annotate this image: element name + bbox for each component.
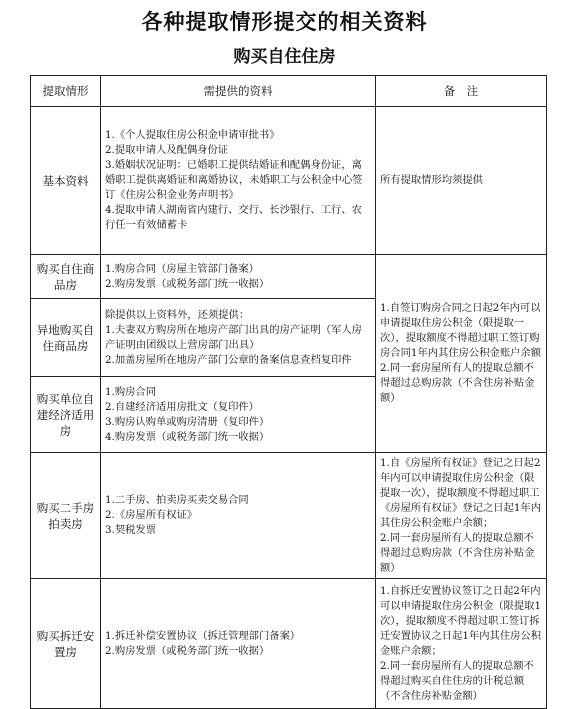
header-situation: 提取情形 [31,76,101,107]
material-item: 2.提取申请人及配偶身份证 [105,144,229,156]
situation-cell: 购买二手房拍卖房 [31,453,101,579]
materials-table [30,75,547,709]
material-item: 1.购房合同 [105,385,157,398]
table-row-second-hand [31,453,547,579]
situation-cell: 基本资料 [31,107,101,255]
material-item: 1.夫妻双方购房所在地房产部门出具的房产证明（军人房产证明由团级以上营房部门出具） [105,323,362,351]
material-item: 除提供以上资料外，还须提供： [105,308,250,321]
material-item: 2.《房屋所有权证》 [105,509,198,521]
situation-cell: 异地购买自住商品房 [31,299,101,377]
page-subtitle: 购买自住住房 [233,47,336,67]
note-cell [376,255,547,453]
note-item: 1.自签订购房合同之日起2年内可以申请提取住房公积金（限提取一次），提取额度不得超过职工签订购房合同1年内其住房公积金账户余额 [380,302,542,359]
materials-cell [101,453,376,579]
material-item: 4.提取申请人湖南省内建行、交行、长沙银行、工行、农行任一有效储蓄卡 [105,204,362,231]
materials-cell [101,107,376,255]
material-item: 1.二手房、拍卖房买卖交易合同 [105,494,249,506]
note-item: 1.自《房屋所有权证》登记之日起2年内可以申请提取住房公积金（限提取一次），提取额度不得超过职工《房屋所有权证》登记之日起1年内其住房公积金账户余额； [380,456,542,529]
material-item: 1.购房合同（房屋主管部门备案） [105,262,259,275]
note-cell [376,579,547,709]
material-item: 3.契税发票 [105,524,157,536]
page-title: 各种提取情形提交的相关资料 [141,9,428,34]
note-item: 2.同一套房屋所有人的提取总额不得超过购买自住住房的计税总额（不含住房补贴金额） [380,659,534,702]
material-item: 3.购房认购单或购房清册（复印件） [105,415,270,428]
table-row-new-house [31,255,547,299]
material-item: 2.购房发票（或税务部门统一收据） [105,277,270,290]
table-row-basic [31,107,547,255]
materials-cell [101,579,376,709]
header-note: 备 注 [376,76,547,107]
materials-cell [101,377,376,453]
situation-cell: 购买单位自建经济适用房 [31,377,101,453]
material-item: 1.《个人提取住房公积金申请审批书》 [105,129,280,141]
table-header-row [31,76,547,107]
material-item: 1.拆迁补偿安置协议（拆迁管理部门备案） [105,629,301,642]
material-item: 4.购房发票（或税务部门统一收据） [105,430,270,443]
note-cell [376,453,547,579]
note-cell: 所有提取情形均须提供 [376,107,547,255]
situation-cell: 购买自住商品房 [31,255,101,299]
materials-cell [101,255,376,299]
note-item: 2.同一套房屋所有人的提取总额不得超过总购房款（不含住房补贴金额） [380,362,535,404]
header-materials: 需提供的资料 [101,76,376,107]
material-item: 2.加盖房屋所在地房产部门公章的备案信息查档复印件 [105,353,352,366]
material-item: 3.婚姻状况证明：已婚职工提供结婚证和配偶身份证，离婚职工提供离婚证和离婚协议，未婚职工与公积金中心签订《住房公积金业务声明书》 [105,159,363,201]
materials-cell [101,299,376,377]
material-item: 2.自建经济适用房批文（复印件） [105,400,259,413]
note-item: 2.同一套房屋所有人的提取总额不得超过总购房款（不含住房补贴金额） [380,531,535,574]
material-item: 2.购房发票（或税务部门统一收据） [105,644,270,657]
situation-cell: 购买拆迁安置房 [31,579,101,709]
note-item: 1.自拆迁安置协议签订之日起2年内可以申请提取住房公积金（限提取1次），提取额度不得超过职工签订拆迁安置协议之日起1年内其住房公积金账户余额； [380,584,542,657]
table-row-relocation [31,579,547,709]
